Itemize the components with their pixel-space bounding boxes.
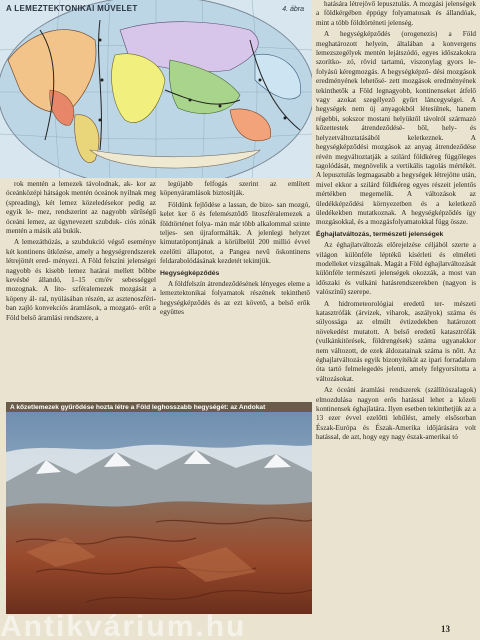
photo-caption: A kőzetlemezek gyűrődése hozta létre a Föld leghosszabb hegységét: az Andokat [6, 402, 312, 413]
andes-photo [6, 412, 312, 614]
page-number: 13 [441, 624, 450, 634]
paragraph: Az óceáni áramlási rendszerek (szállítószalagok) elmozdulása nagyon erős hatással lehet a közeli kontinensek éghajlatára. Ilyen esetben tekinthetjük az a 13 ezer évvel ezelőtti lehűlést, amely elsősorban Észak-Európa és Észak-Amerika időjárására volt hatással, de azt, hogy egy nagy észak-amerikai tó [316, 386, 476, 442]
paragraph: rok mentén a lemezek távolodnak, ak- kor az óceánközépi hátságok mentén óceánok nyílnak meg (spreading), két lemez közeledésekor pedig az egyik le- mez, rendszerint az nagyobb sűrűségű óceáni lemez, az úgynevezett szubduk- ciós zónák mentén a másik alá bukik. [6, 180, 156, 236]
paragraph: legújabb felfogás szerint az említett köpenyáramlások biztosítják. [160, 180, 310, 198]
paragraph: Földünk fejlődése a lassan, de bizo- san mozgó, kelet ker ő és felemésztődő litoszféralemezek a földtörténet folya- mán már több alkalommal szinte teljes- sen újraformálták. A jelenlegi helyzet kimutatópontjának a körülbelül 200 millió évvel ezelőtti állapotot, a Pangea nevű őskontinens feldarabolódásának kezdetét tekintjük. [160, 200, 310, 266]
section-heading: Éghajlatváltozás, természeti jelenségek [316, 230, 444, 238]
figure-label: 4. ábra [282, 6, 304, 13]
world-map-graphic [0, 0, 312, 178]
paragraph: hatására létrejövő lepusztulás. A mozgási jelenségek a földkérgében éppúgy folyamatosak és állandóak, mint a több földtörténeti jelenség. [316, 0, 476, 27]
text-column-2 [160, 180, 310, 398]
mountain-landscape-image [6, 412, 312, 614]
paragraph: A hidrometeorológiai eredetű ter- mészeti katasztrófák (árvizek, viharok, aszályok) száma és súlyossága az elmúlt évtizedekben határozott növekedést mutatott. A belső eredetű katasztrófák (vulkánkitörések, földrengések) száma ugyanakkor nem változott, de ezek áldozatainak száma is nőtt. Az éghajlatváltozás egyik bizonyítékát az ipari forradalom óta tartó felmelegedés jelenti, amely felgyorsította a változásokat. [316, 299, 476, 383]
watermark-graphic [0, 606, 480, 640]
text-column-1 [6, 180, 156, 398]
map-title: A LEMEZTEKTONIKAI MŰVELET [6, 4, 138, 13]
svg-text:Antikvárium.hu: Antikvárium.hu [0, 610, 247, 640]
paragraph: Az éghajlatváltozás előrejelzése céljából szerte a világon különféle léptékű kísérleti és elméleti modelleket vizsgálnak. Magát a Föld éghajlatváltozását különféle természeti jelenségek okozzák, a most van időszaki és vulkáni hatásrendszerekben (nagyon is valószínű) szerepe. [316, 241, 476, 297]
watermark [0, 606, 480, 640]
section-heading: Hegységképződés [160, 269, 220, 277]
paragraph: A lemezáthúzás, a szubdukció végső eseménye két kontinens ütközése, amely a hegységrendszerek létrejöttét ered- ményezi. A Föld felszíni jelenségei nagyobb és kisebb lemez határai mellett bőbbe kevésbé állandó, 1–15 cm/év sebességgel mozognak. A lito- szféralemezek mozgását a köpeny ál- ral, nyúlásában részén, az asztenoszféri- ban zajló konvekciós áramlások, a mozgató- erőt a Föld belső áramlási rendszere, a [6, 238, 156, 322]
plate-tectonics-map [0, 0, 312, 178]
paragraph: A hegységképződés (orogenezis) a Föld meghatározott helyein, általában a konvergens lemezszegélyek mentén lejátszódó, egyes időszakokra szorítko- zó, rövid tartamú, viszonylag gyors le- folyású kéregmozgás. A hegységképző- dési mozgások eredményének lehetősé- zett mozgások eredményének tekinthetők a Föld legnagyobb, kontinenseket átfelő vagy azokat szegélyező gyűrt láncegységei. A hegységek nem új anyagokból létesülnek, hanem régebbi, sokszor mostani helyüktől távolról származó kőzettestek átrendeződésé- ből, hely- és helyzetváltoztatásából keletkeznek. A hegységképződési mozgások az anyag átrendeződése révén megváltoztatják a szilárd földkéreg függőleges tagolódását, megnövelik a vertikális tagolás mértékét. A lepusztulás legmagasabb a hegységek létrejötte után, mivel ekkor a szilárd földkéreg egyes részeit jelentős mértékben megemelik. A változások az üledékképződési környezetben és a keletkező üledékekben mutatkoznak. A hegységképződés így mozgásokkal, és a mozgásfolyamatokkal függ össze. [316, 30, 476, 227]
paragraph: A földfelszín átrendeződésének lényeges eleme a lemeztektonikai folyamatok részének tekinthető hegységképződés és az ezt követő, a belső erők együttes [160, 280, 310, 317]
text-column-3 [316, 0, 476, 618]
